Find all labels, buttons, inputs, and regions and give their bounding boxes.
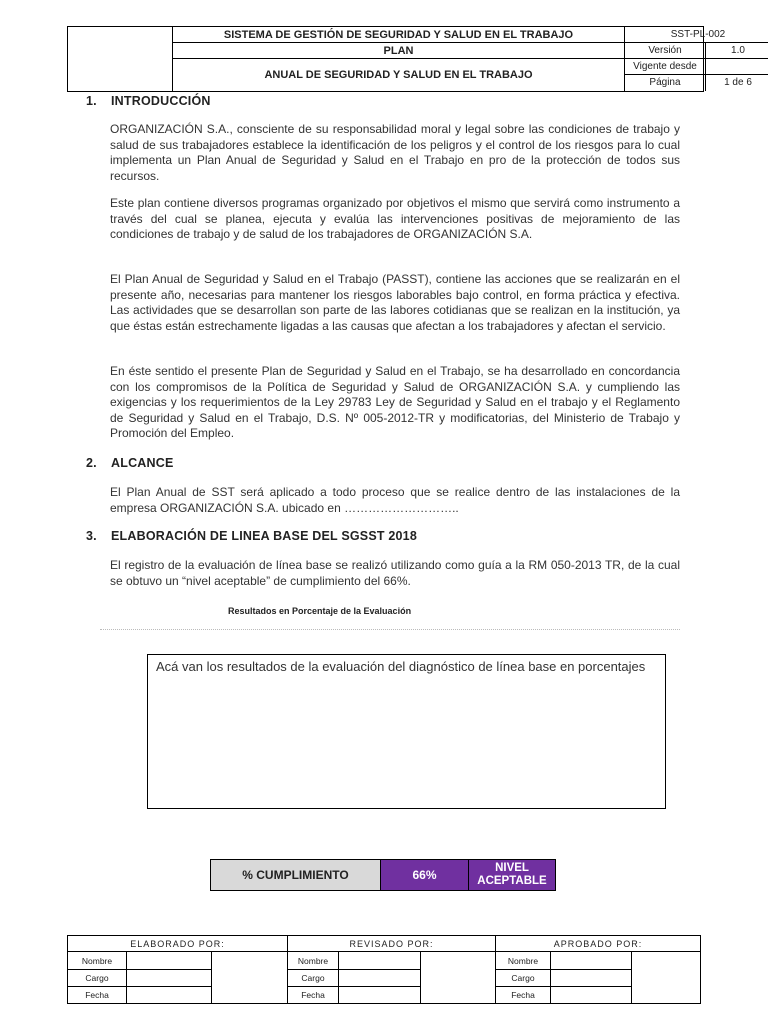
paragraph: ORGANIZACIÓN S.A., consciente de su responsabilidad moral y legal sobre las condiciones de trabajo y salud de sus trabajadores establece la identificación de los peligros y el control de los riesgos para lo cual implementa un Plan Anual de Seguridad y Salud en el Trabajo en pro de la protección de todos sus recursos.	[110, 122, 680, 183]
version-value: 1.0	[731, 45, 745, 56]
section-heading: 2. ALCANCE	[86, 456, 174, 470]
revisado-column	[288, 936, 496, 1003]
header-meta	[625, 27, 768, 91]
column-header: APROBADO POR:	[496, 936, 700, 952]
paragraph: En éste sentido el presente Plan de Seguridad y Salud en el Trabajo, se ha desarrollado en concordancia con los compromisos de la Política de Seguridad y Salud de ORGANIZACIÓN S.A. y cumpliendo las exigencias y los requerimientos de la Ley 29783 Ley de Seguridad y Salud en el trabajo y el Reglamento de Seguridad y Salud en el Trabajo, D.S. Nº 005-2012-TR y modificatorias, del Ministerio de Trabajo y Promoción del Empleo.	[110, 364, 680, 440]
pagina-label: Página	[625, 75, 706, 91]
row-label-nombre: Nombre	[297, 956, 329, 966]
elaborado-column	[68, 936, 288, 1003]
row-label-fecha: Fecha	[85, 990, 109, 1000]
section-heading: 1. INTRODUCCIÓN	[86, 94, 211, 108]
approval-table	[67, 935, 701, 1004]
paragraph: Este plan contiene diversos programas organizado por objetivos el mismo que servirá como instrumento a través del cual se planea, ejecuta y evalúa las intervenciones positivas de mejoramiento de las condiciones de trabajo y de salud de los trabajadores de ORGANIZACIÓN S.A.	[110, 196, 680, 241]
version-label: Versión	[625, 43, 706, 59]
column-header: REVISADO POR:	[288, 936, 495, 952]
pagina-value: 1 de 6	[724, 77, 752, 88]
column-header: ELABORADO POR:	[68, 936, 287, 952]
row-label-fecha: Fecha	[301, 990, 325, 1000]
aprobado-column	[496, 936, 700, 1003]
logo-placeholder	[68, 27, 173, 91]
row-label-cargo: Cargo	[301, 973, 325, 983]
vigente-label: Vigente desde	[625, 59, 706, 75]
cumplimiento-bar	[210, 859, 556, 891]
cumplimiento-value: 66%	[381, 860, 469, 890]
chart-title: Resultados en Porcentaje de la Evaluación	[228, 606, 412, 616]
section-heading: 3. ELABORACIÓN DE LINEA BASE DEL SGSST 2018	[86, 529, 417, 543]
cumplimiento-label: % CUMPLIMIENTO	[211, 860, 381, 890]
paragraph: El registro de la evaluación de línea base se realizó utilizando como guía a la RM 050-2013 TR, de la cual se obtuvo un “nivel aceptable” de cumplimiento del 66%.	[110, 558, 680, 588]
vigente-value	[706, 59, 768, 75]
header-titles	[173, 27, 625, 91]
row-label-cargo: Cargo	[511, 973, 535, 983]
row-label-cargo: Cargo	[85, 973, 109, 983]
doc-title: ANUAL DE SEGURIDAD Y SALUD EN EL TRABAJO	[264, 69, 533, 81]
doc-type: PLAN	[173, 43, 624, 59]
row-label-nombre: Nombre	[507, 956, 539, 966]
chart-axis-placeholder	[100, 624, 680, 630]
cumplimiento-level: NIVEL ACEPTABLE	[469, 860, 555, 890]
paragraph: El Plan Anual de Seguridad y Salud en el Trabajo (PASST), contiene las acciones que se realizarán en el presente año, necesarias para mantener los riesgos laborables bajo control, en forma práctica y efectiva. Las actividades que se desarrollan son parte de las labores cotidianas que se realizan en la institución, ya que éstas están estrechamente ligadas a las causas que afectan a los trabajadores y afectan el servicio.	[110, 272, 680, 333]
doc-code: SST-PL-002	[670, 29, 726, 40]
paragraph: El Plan Anual de SST será aplicado a todo proceso que se realice dentro de las instalaciones de la empresa ORGANIZACIÓN S.A. ubicado en ………………………..	[110, 485, 680, 515]
results-box: Acá van los resultados de la evaluación del diagnóstico de línea base en porcentajes	[147, 654, 666, 809]
system-title: SISTEMA DE GESTIÓN DE SEGURIDAD Y SALUD EN EL TRABAJO	[173, 27, 624, 43]
row-label-nombre: Nombre	[81, 956, 113, 966]
document-header	[67, 26, 752, 92]
row-label-fecha: Fecha	[511, 990, 535, 1000]
